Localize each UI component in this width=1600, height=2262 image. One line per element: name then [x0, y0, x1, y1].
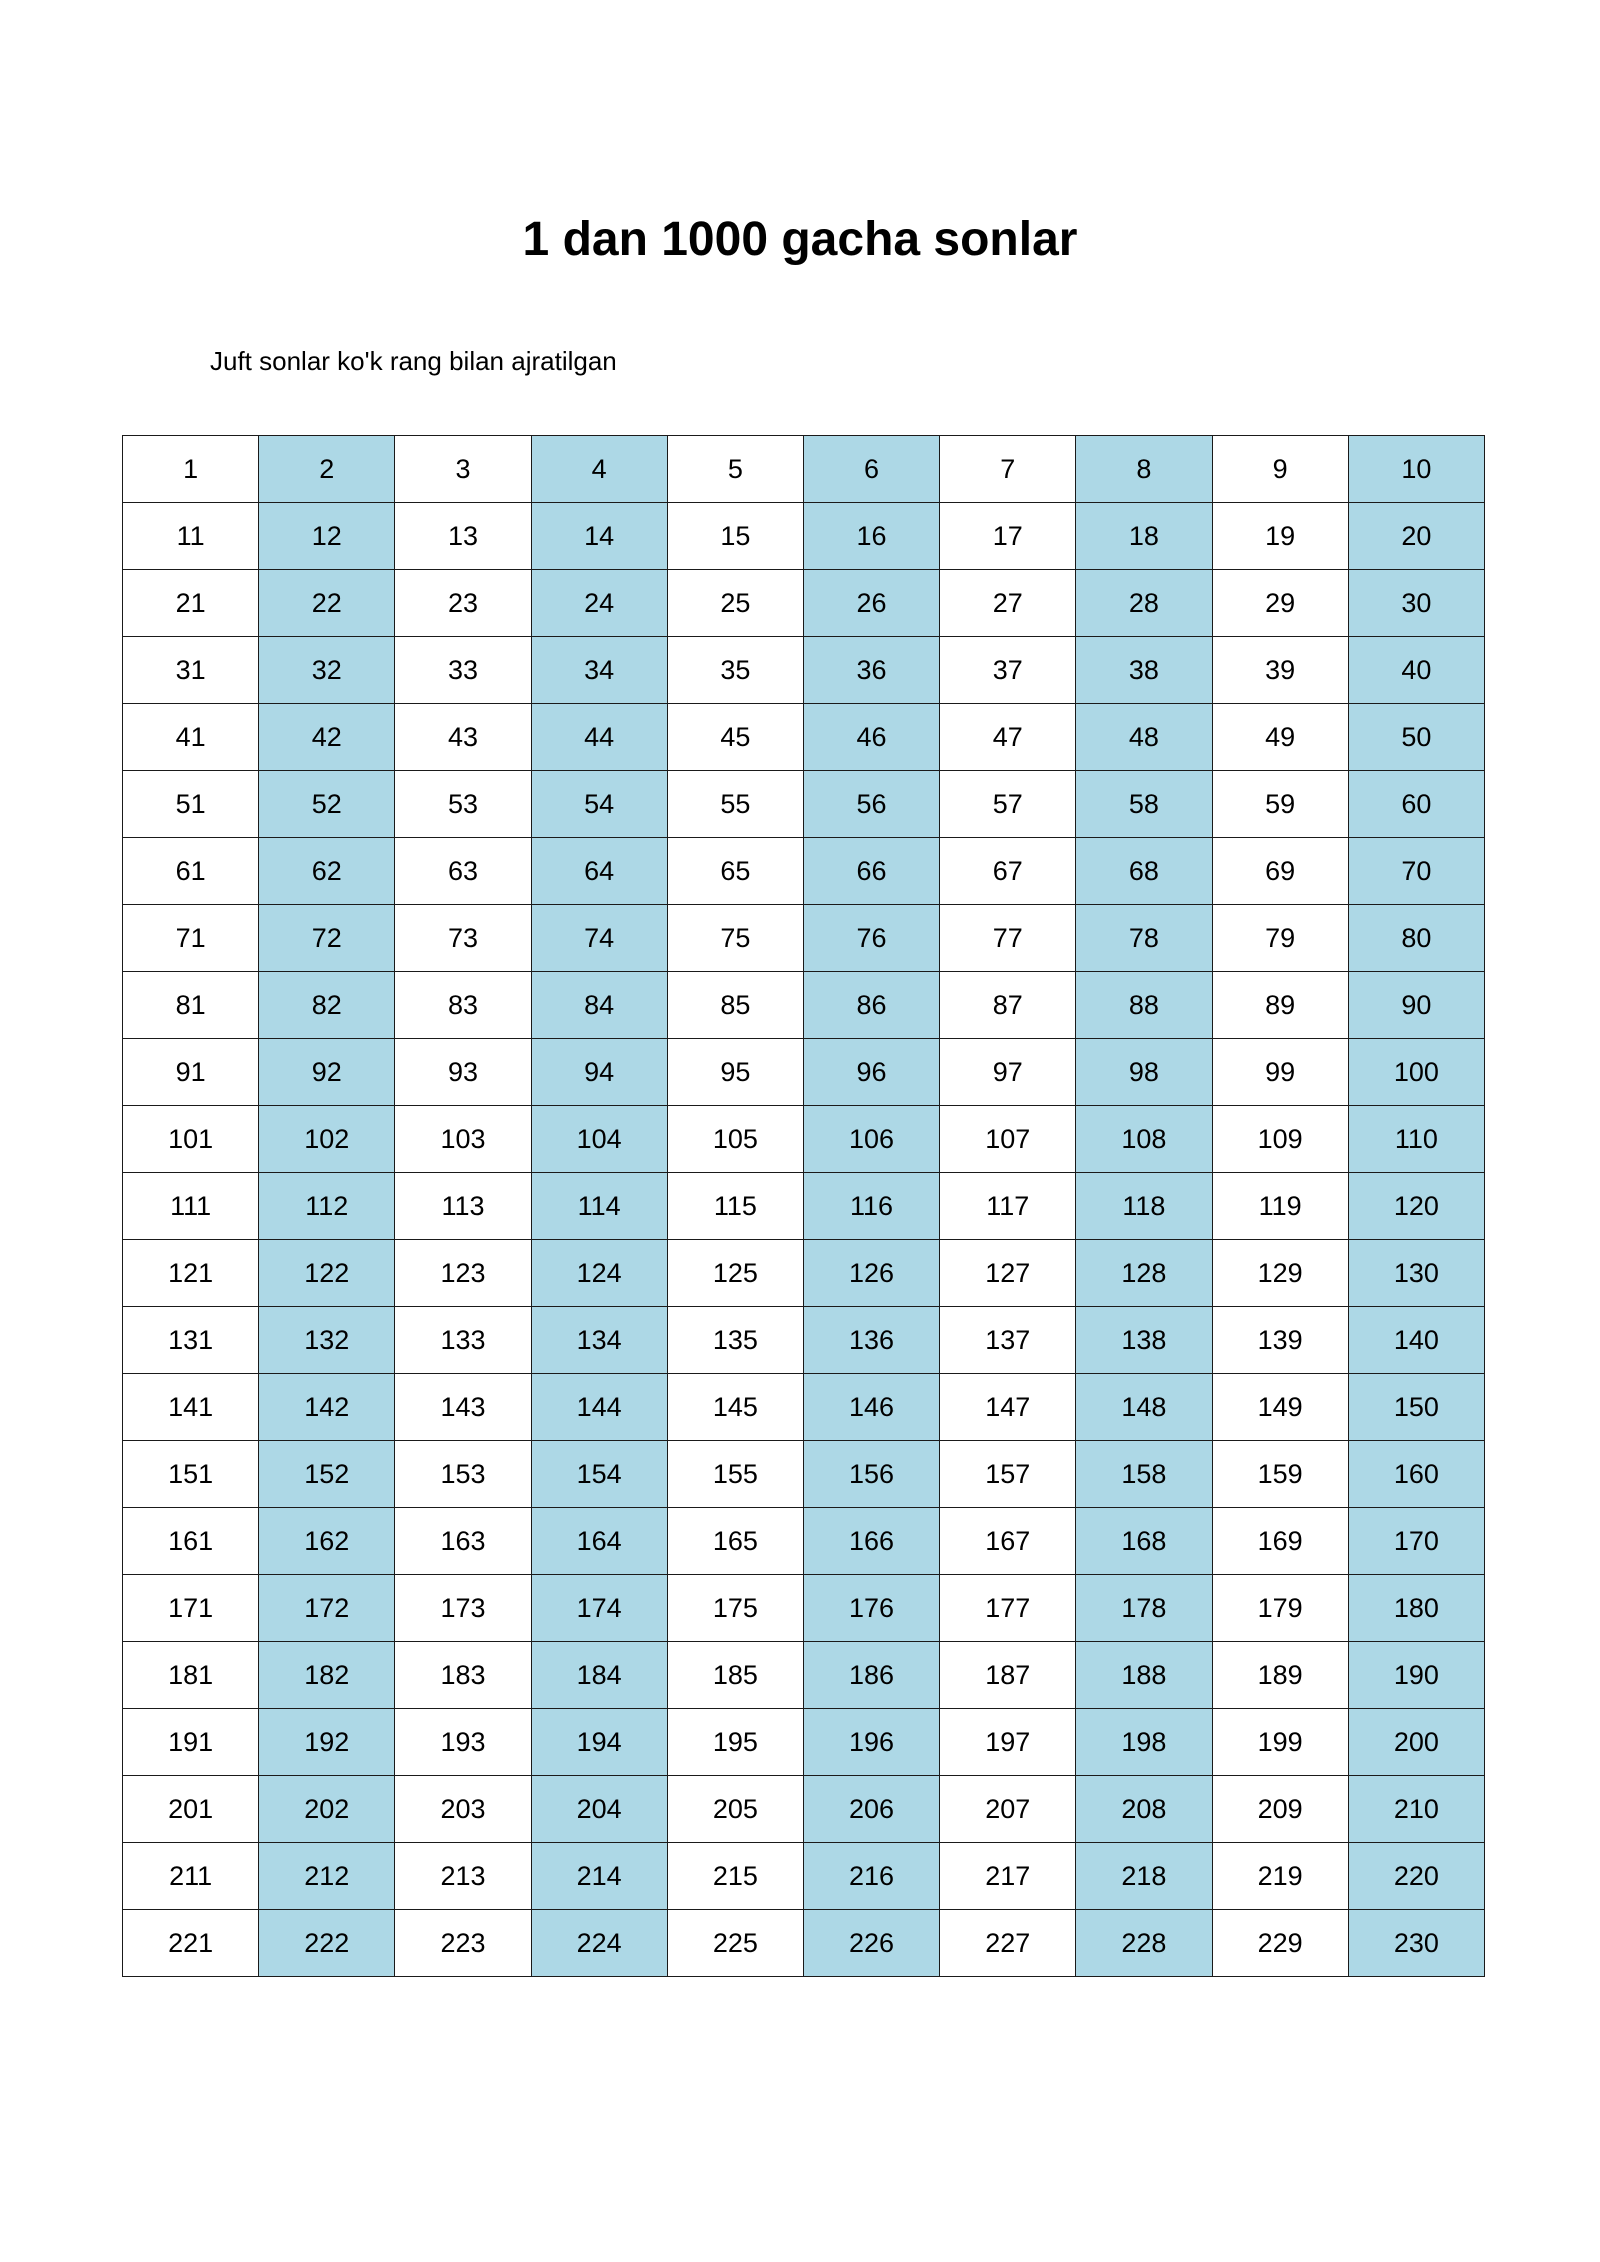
number-cell: 17 — [940, 503, 1076, 570]
number-cell: 113 — [395, 1173, 531, 1240]
number-cell: 46 — [803, 704, 939, 771]
number-cell: 6 — [803, 436, 939, 503]
number-cell: 220 — [1348, 1843, 1484, 1910]
number-cell: 69 — [1212, 838, 1348, 905]
number-cell: 173 — [395, 1575, 531, 1642]
number-cell: 186 — [803, 1642, 939, 1709]
table-row — [123, 1508, 1485, 1575]
number-cell: 39 — [1212, 637, 1348, 704]
number-cell: 159 — [1212, 1441, 1348, 1508]
number-cell: 225 — [667, 1910, 803, 1977]
number-cell: 25 — [667, 570, 803, 637]
number-cell: 12 — [259, 503, 395, 570]
number-cell: 18 — [1076, 503, 1212, 570]
number-cell: 32 — [259, 637, 395, 704]
number-cell: 142 — [259, 1374, 395, 1441]
number-cell: 146 — [803, 1374, 939, 1441]
number-cell: 1 — [123, 436, 259, 503]
number-cell: 43 — [395, 704, 531, 771]
number-cell: 218 — [1076, 1843, 1212, 1910]
table-row — [123, 1642, 1485, 1709]
number-cell: 107 — [940, 1106, 1076, 1173]
number-cell: 195 — [667, 1709, 803, 1776]
number-cell: 223 — [395, 1910, 531, 1977]
number-cell: 179 — [1212, 1575, 1348, 1642]
number-cell: 128 — [1076, 1240, 1212, 1307]
number-cell: 64 — [531, 838, 667, 905]
number-cell: 209 — [1212, 1776, 1348, 1843]
number-cell: 44 — [531, 704, 667, 771]
number-cell: 176 — [803, 1575, 939, 1642]
number-cell: 34 — [531, 637, 667, 704]
number-cell: 98 — [1076, 1039, 1212, 1106]
number-cell: 189 — [1212, 1642, 1348, 1709]
number-cell: 137 — [940, 1307, 1076, 1374]
number-cell: 48 — [1076, 704, 1212, 771]
number-cell: 91 — [123, 1039, 259, 1106]
number-cell: 130 — [1348, 1240, 1484, 1307]
number-cell: 180 — [1348, 1575, 1484, 1642]
table-row — [123, 637, 1485, 704]
numbers-table — [122, 435, 1485, 1977]
number-cell: 78 — [1076, 905, 1212, 972]
number-cell: 20 — [1348, 503, 1484, 570]
number-cell: 174 — [531, 1575, 667, 1642]
number-cell: 70 — [1348, 838, 1484, 905]
number-cell: 45 — [667, 704, 803, 771]
number-cell: 95 — [667, 1039, 803, 1106]
table-row — [123, 972, 1485, 1039]
number-cell: 136 — [803, 1307, 939, 1374]
number-cell: 99 — [1212, 1039, 1348, 1106]
number-cell: 87 — [940, 972, 1076, 1039]
number-cell: 207 — [940, 1776, 1076, 1843]
number-cell: 37 — [940, 637, 1076, 704]
number-cell: 60 — [1348, 771, 1484, 838]
number-cell: 217 — [940, 1843, 1076, 1910]
number-cell: 125 — [667, 1240, 803, 1307]
number-cell: 116 — [803, 1173, 939, 1240]
number-cell: 169 — [1212, 1508, 1348, 1575]
table-row — [123, 1441, 1485, 1508]
number-cell: 19 — [1212, 503, 1348, 570]
number-cell: 139 — [1212, 1307, 1348, 1374]
number-cell: 74 — [531, 905, 667, 972]
number-cell: 166 — [803, 1508, 939, 1575]
number-cell: 76 — [803, 905, 939, 972]
number-cell: 51 — [123, 771, 259, 838]
table-row — [123, 1173, 1485, 1240]
number-cell: 54 — [531, 771, 667, 838]
table-row — [123, 771, 1485, 838]
number-cell: 4 — [531, 436, 667, 503]
number-cell: 230 — [1348, 1910, 1484, 1977]
table-row — [123, 1709, 1485, 1776]
number-cell: 84 — [531, 972, 667, 1039]
number-cell: 224 — [531, 1910, 667, 1977]
number-cell: 149 — [1212, 1374, 1348, 1441]
number-cell: 63 — [395, 838, 531, 905]
number-cell: 127 — [940, 1240, 1076, 1307]
number-cell: 35 — [667, 637, 803, 704]
number-cell: 178 — [1076, 1575, 1212, 1642]
table-row — [123, 1307, 1485, 1374]
number-cell: 59 — [1212, 771, 1348, 838]
number-cell: 213 — [395, 1843, 531, 1910]
number-cell: 79 — [1212, 905, 1348, 972]
number-cell: 162 — [259, 1508, 395, 1575]
number-cell: 205 — [667, 1776, 803, 1843]
number-cell: 215 — [667, 1843, 803, 1910]
number-cell: 201 — [123, 1776, 259, 1843]
number-cell: 93 — [395, 1039, 531, 1106]
number-cell: 90 — [1348, 972, 1484, 1039]
number-cell: 114 — [531, 1173, 667, 1240]
page-subtitle: Juft sonlar ko'k rang bilan ajratilgan — [210, 346, 617, 376]
number-cell: 122 — [259, 1240, 395, 1307]
number-cell: 75 — [667, 905, 803, 972]
number-cell: 152 — [259, 1441, 395, 1508]
number-cell: 188 — [1076, 1642, 1212, 1709]
number-cell: 102 — [259, 1106, 395, 1173]
number-cell: 126 — [803, 1240, 939, 1307]
number-cell: 13 — [395, 503, 531, 570]
number-cell: 160 — [1348, 1441, 1484, 1508]
number-cell: 30 — [1348, 570, 1484, 637]
number-cell: 97 — [940, 1039, 1076, 1106]
number-cell: 151 — [123, 1441, 259, 1508]
number-cell: 36 — [803, 637, 939, 704]
number-cell: 219 — [1212, 1843, 1348, 1910]
number-cell: 26 — [803, 570, 939, 637]
number-cell: 94 — [531, 1039, 667, 1106]
number-cell: 65 — [667, 838, 803, 905]
number-cell: 150 — [1348, 1374, 1484, 1441]
number-cell: 28 — [1076, 570, 1212, 637]
number-cell: 154 — [531, 1441, 667, 1508]
number-cell: 56 — [803, 771, 939, 838]
number-cell: 187 — [940, 1642, 1076, 1709]
number-cell: 61 — [123, 838, 259, 905]
number-cell: 105 — [667, 1106, 803, 1173]
number-cell: 2 — [259, 436, 395, 503]
number-cell: 58 — [1076, 771, 1212, 838]
number-cell: 132 — [259, 1307, 395, 1374]
number-cell: 50 — [1348, 704, 1484, 771]
number-cell: 14 — [531, 503, 667, 570]
number-cell: 138 — [1076, 1307, 1212, 1374]
table-row — [123, 1776, 1485, 1843]
number-cell: 197 — [940, 1709, 1076, 1776]
table-row — [123, 1374, 1485, 1441]
number-cell: 120 — [1348, 1173, 1484, 1240]
number-cell: 77 — [940, 905, 1076, 972]
number-cell: 228 — [1076, 1910, 1212, 1977]
number-cell: 96 — [803, 1039, 939, 1106]
number-cell: 66 — [803, 838, 939, 905]
number-cell: 118 — [1076, 1173, 1212, 1240]
number-cell: 156 — [803, 1441, 939, 1508]
number-cell: 55 — [667, 771, 803, 838]
number-cell: 172 — [259, 1575, 395, 1642]
number-cell: 196 — [803, 1709, 939, 1776]
number-cell: 163 — [395, 1508, 531, 1575]
number-cell: 123 — [395, 1240, 531, 1307]
number-cell: 185 — [667, 1642, 803, 1709]
number-cell: 62 — [259, 838, 395, 905]
number-cell: 119 — [1212, 1173, 1348, 1240]
number-cell: 16 — [803, 503, 939, 570]
number-cell: 221 — [123, 1910, 259, 1977]
number-cell: 73 — [395, 905, 531, 972]
number-cell: 111 — [123, 1173, 259, 1240]
number-cell: 115 — [667, 1173, 803, 1240]
number-cell: 211 — [123, 1843, 259, 1910]
number-cell: 117 — [940, 1173, 1076, 1240]
number-cell: 92 — [259, 1039, 395, 1106]
number-cell: 85 — [667, 972, 803, 1039]
number-cell: 170 — [1348, 1508, 1484, 1575]
number-cell: 5 — [667, 436, 803, 503]
page-title: 1 dan 1000 gacha sonlar — [522, 213, 1078, 266]
number-cell: 106 — [803, 1106, 939, 1173]
number-cell: 88 — [1076, 972, 1212, 1039]
number-cell: 109 — [1212, 1106, 1348, 1173]
table-row — [123, 436, 1485, 503]
number-cell: 181 — [123, 1642, 259, 1709]
number-cell: 203 — [395, 1776, 531, 1843]
number-cell: 22 — [259, 570, 395, 637]
number-cell: 67 — [940, 838, 1076, 905]
number-cell: 8 — [1076, 436, 1212, 503]
number-cell: 124 — [531, 1240, 667, 1307]
number-cell: 141 — [123, 1374, 259, 1441]
number-cell: 27 — [940, 570, 1076, 637]
number-cell: 134 — [531, 1307, 667, 1374]
number-cell: 167 — [940, 1508, 1076, 1575]
number-cell: 192 — [259, 1709, 395, 1776]
number-cell: 129 — [1212, 1240, 1348, 1307]
number-cell: 144 — [531, 1374, 667, 1441]
number-cell: 227 — [940, 1910, 1076, 1977]
number-cell: 212 — [259, 1843, 395, 1910]
number-cell: 191 — [123, 1709, 259, 1776]
number-cell: 155 — [667, 1441, 803, 1508]
number-cell: 157 — [940, 1441, 1076, 1508]
number-cell: 222 — [259, 1910, 395, 1977]
number-cell: 11 — [123, 503, 259, 570]
number-cell: 21 — [123, 570, 259, 637]
number-cell: 177 — [940, 1575, 1076, 1642]
number-cell: 133 — [395, 1307, 531, 1374]
number-cell: 9 — [1212, 436, 1348, 503]
number-cell: 182 — [259, 1642, 395, 1709]
table-row — [123, 1575, 1485, 1642]
number-cell: 158 — [1076, 1441, 1212, 1508]
number-cell: 81 — [123, 972, 259, 1039]
number-cell: 110 — [1348, 1106, 1484, 1173]
number-cell: 200 — [1348, 1709, 1484, 1776]
table-row — [123, 1910, 1485, 1977]
table-row — [123, 570, 1485, 637]
number-cell: 204 — [531, 1776, 667, 1843]
number-cell: 49 — [1212, 704, 1348, 771]
numbers-table-body — [123, 436, 1485, 1977]
number-cell: 226 — [803, 1910, 939, 1977]
number-cell: 153 — [395, 1441, 531, 1508]
number-cell: 100 — [1348, 1039, 1484, 1106]
number-cell: 47 — [940, 704, 1076, 771]
number-cell: 33 — [395, 637, 531, 704]
table-row — [123, 1106, 1485, 1173]
number-cell: 143 — [395, 1374, 531, 1441]
number-cell: 53 — [395, 771, 531, 838]
table-row — [123, 1240, 1485, 1307]
number-cell: 15 — [667, 503, 803, 570]
number-cell: 80 — [1348, 905, 1484, 972]
number-cell: 199 — [1212, 1709, 1348, 1776]
table-row — [123, 704, 1485, 771]
number-cell: 161 — [123, 1508, 259, 1575]
number-cell: 164 — [531, 1508, 667, 1575]
number-cell: 202 — [259, 1776, 395, 1843]
number-cell: 7 — [940, 436, 1076, 503]
number-cell: 29 — [1212, 570, 1348, 637]
number-cell: 184 — [531, 1642, 667, 1709]
number-cell: 42 — [259, 704, 395, 771]
number-cell: 89 — [1212, 972, 1348, 1039]
number-cell: 101 — [123, 1106, 259, 1173]
number-cell: 83 — [395, 972, 531, 1039]
number-cell: 40 — [1348, 637, 1484, 704]
number-cell: 41 — [123, 704, 259, 771]
number-cell: 10 — [1348, 436, 1484, 503]
number-cell: 31 — [123, 637, 259, 704]
number-cell: 216 — [803, 1843, 939, 1910]
number-cell: 72 — [259, 905, 395, 972]
number-cell: 103 — [395, 1106, 531, 1173]
number-cell: 206 — [803, 1776, 939, 1843]
number-cell: 190 — [1348, 1642, 1484, 1709]
number-cell: 175 — [667, 1575, 803, 1642]
number-cell: 52 — [259, 771, 395, 838]
table-row — [123, 905, 1485, 972]
number-cell: 121 — [123, 1240, 259, 1307]
number-cell: 71 — [123, 905, 259, 972]
number-cell: 57 — [940, 771, 1076, 838]
number-cell: 23 — [395, 570, 531, 637]
number-cell: 208 — [1076, 1776, 1212, 1843]
number-cell: 112 — [259, 1173, 395, 1240]
number-cell: 198 — [1076, 1709, 1212, 1776]
number-cell: 3 — [395, 436, 531, 503]
number-cell: 24 — [531, 570, 667, 637]
number-cell: 210 — [1348, 1776, 1484, 1843]
number-cell: 229 — [1212, 1910, 1348, 1977]
number-cell: 214 — [531, 1843, 667, 1910]
number-cell: 148 — [1076, 1374, 1212, 1441]
table-row — [123, 503, 1485, 570]
number-cell: 86 — [803, 972, 939, 1039]
number-cell: 147 — [940, 1374, 1076, 1441]
number-cell: 38 — [1076, 637, 1212, 704]
number-cell: 165 — [667, 1508, 803, 1575]
table-row — [123, 1039, 1485, 1106]
number-cell: 82 — [259, 972, 395, 1039]
number-cell: 104 — [531, 1106, 667, 1173]
number-cell: 194 — [531, 1709, 667, 1776]
number-cell: 168 — [1076, 1508, 1212, 1575]
number-cell: 193 — [395, 1709, 531, 1776]
number-cell: 108 — [1076, 1106, 1212, 1173]
number-cell: 135 — [667, 1307, 803, 1374]
number-cell: 131 — [123, 1307, 259, 1374]
table-row — [123, 1843, 1485, 1910]
table-row — [123, 838, 1485, 905]
number-cell: 68 — [1076, 838, 1212, 905]
number-cell: 140 — [1348, 1307, 1484, 1374]
number-cell: 145 — [667, 1374, 803, 1441]
number-cell: 171 — [123, 1575, 259, 1642]
number-cell: 183 — [395, 1642, 531, 1709]
